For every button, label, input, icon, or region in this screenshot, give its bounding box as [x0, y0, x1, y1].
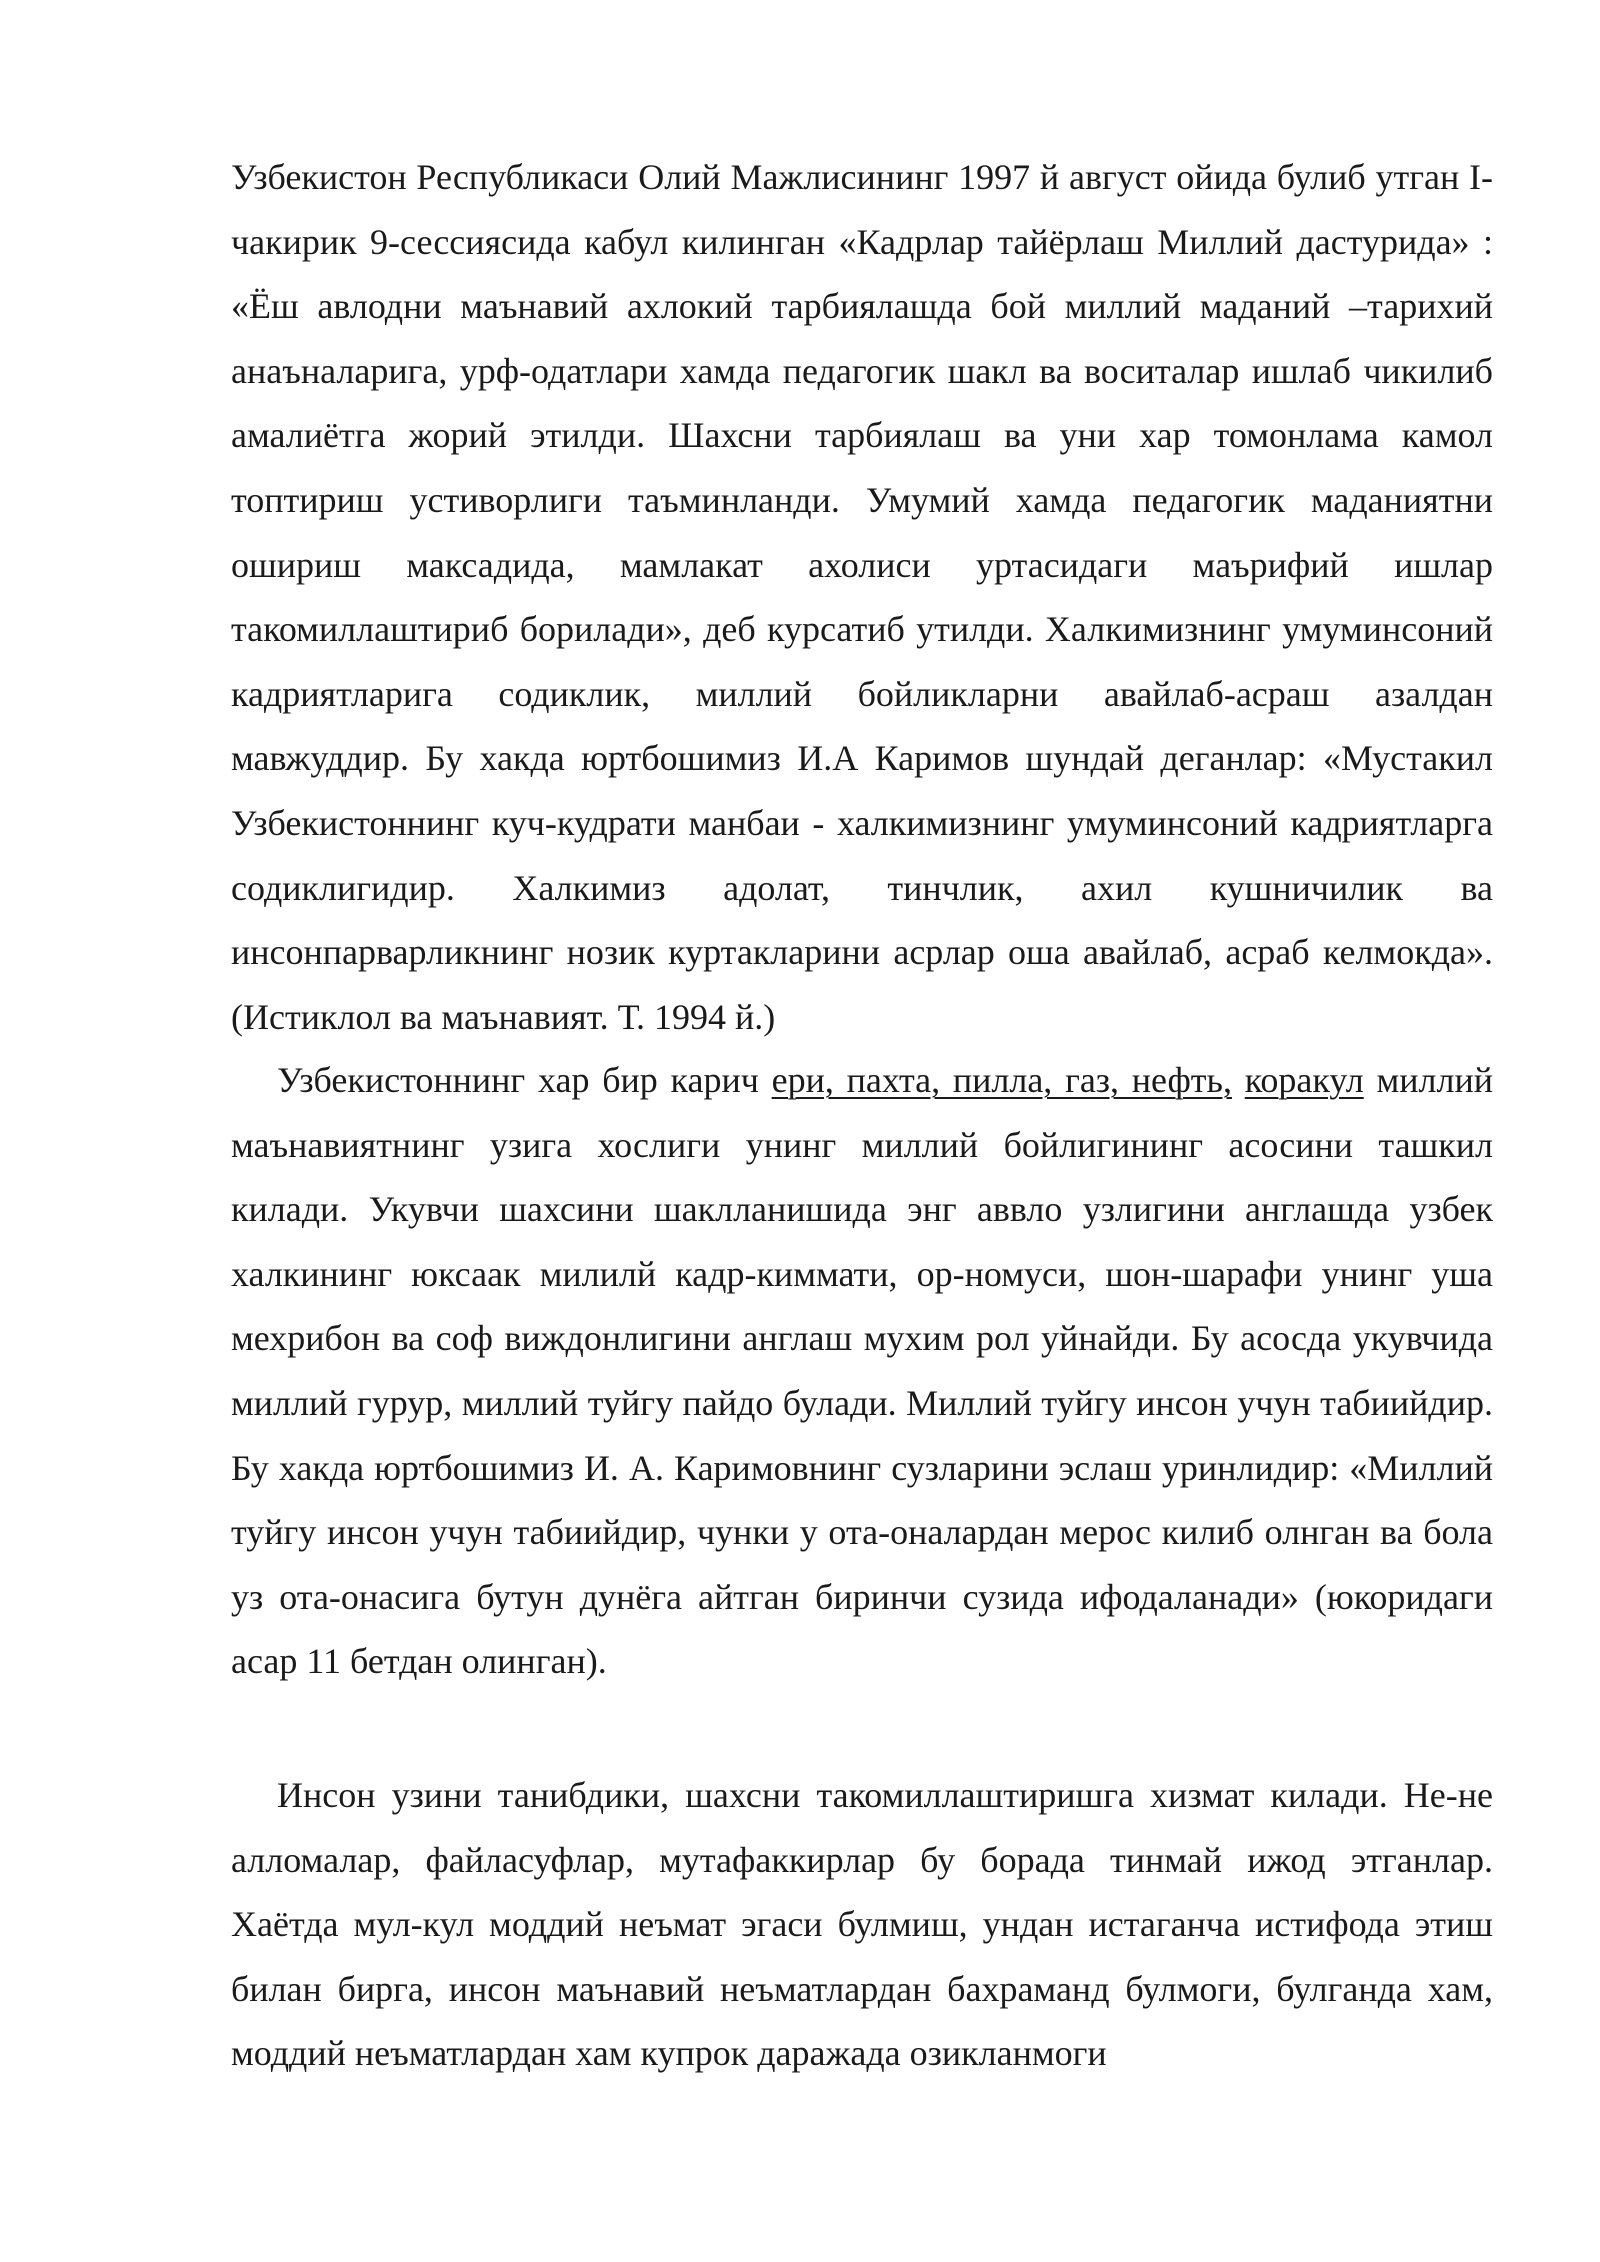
paragraph-3 — [231, 1763, 1493, 2086]
paragraph-1-text: Узбекистон Республикаси Олий Мажлисининг 1997 й август ойида булиб утган I-чакирик 9-сессиясида кабул килинган «Кадрлар тайёрлаш Миллий дастурида» : «Ёш авлодни маънавий ахлокий тарбиялашда бой миллий маданий –тарихий анаъналарига, урф-одатлари хамда педагогик шакл ва воситалар ишлаб чикилиб амалиётга жорий этилди. Шахсни тарбиялаш ва уни хар томонлама камол топтириш устиворлиги таъминланди. Умумий хамда педагогик маданиятни ошириш максадида, мамлакат ахолиси уртасидаги маърифий ишлар такомиллаштириб борилади», деб курсатиб утилди. Халкимизнинг умуминсоний кадриятларига содиклик, миллий бойликларни авайлаб-асраш азалдан мавжуддир. Бу хакда юртбошимиз И.А Каримов шундай деганлар: «Мустакил Узбекистоннинг куч-кудрати манбаи - халкимизнинг умуминсоний кадриятларга содиклигидир. Халкимиз адолат, тинчлик, ахил кушничилик ва инсонпарварликнинг нозик куртакларини асрлар оша авайлаб, асраб келмокда». (Истиклол ва маънавият. Т. 1994 й.) — [231, 157, 1493, 1037]
underlined-karakul: коракул — [1244, 1060, 1364, 1100]
paragraph-1 — [231, 145, 1493, 1049]
paragraph-2-gap — [1232, 1060, 1245, 1100]
paragraph-2-text — [231, 1048, 1493, 1694]
paragraph-2-lead: Узбекистоннинг хар бир карич — [277, 1060, 772, 1100]
paragraph-2-rest: миллий маънавиятнинг узига хослиги унинг миллий бойлигининг асосини ташкил килади. Укувчи шахсини шаклланишида энг аввло узлигини англашда узбек халкининг юксаак милилй кадр-киммати, ор-номуси, шон-шарафи унинг уша мехрибон ва соф виждонлигини англаш мухим рол уйнайди. Бу асосда укувчида миллий гурур, миллий туйгу пайдо булади. Миллий туйгу инсон учун табиийдир. Бу хакда юртбошимиз И. А. Каримовнинг сузларини эслаш уринлидир: «Миллий туйгу инсон учун табиийдир, чунки у ота-оналардан мерос килиб олнган ва бола уз ота-онасига бутун дунёга айтган биринчи сузида ифодаланади» (юкоридаги асар 11 бетдан олинган). — [231, 1060, 1493, 1682]
paragraph-2 — [231, 1048, 1493, 1694]
paragraph-3-text: Инсон узини танибдики, шахсни такомиллаштиришга хизмат килади. Не-не алломалар, файласуфлар, мутафаккирлар бу борада тинмай ижод этганлар. Хаётда мул-кул моддий неъмат эгаси булмиш, ундан истаганча истифода этиш билан бирга, инсон маънавий неъматлардан бахраманд булмоги, булганда хам, моддий неъматлардан хам купрок даражада озикланмоги — [231, 1775, 1493, 2074]
underlined-resources: ери, пахта, пилла, газ, нефть, — [771, 1060, 1232, 1100]
